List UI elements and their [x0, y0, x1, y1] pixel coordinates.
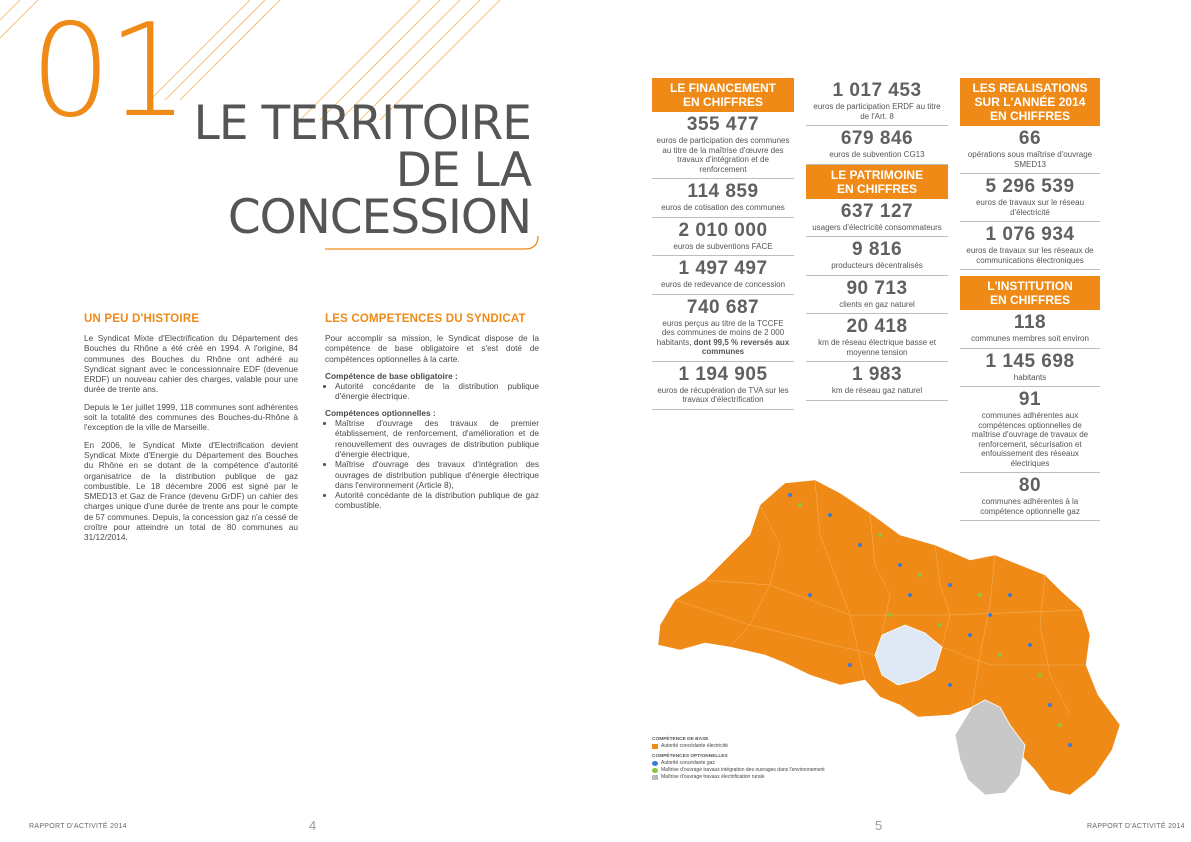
stat-block — [652, 112, 794, 179]
header-line: LE FINANCEMENT — [670, 81, 776, 95]
stat-value: 637 127 — [840, 200, 914, 222]
institution-header — [960, 276, 1100, 310]
stat-value: 20 418 — [846, 316, 908, 337]
stat-block — [806, 237, 948, 276]
stat-desc: euros de travaux sur le réseau d'électricité — [975, 198, 1085, 217]
footer-left: RAPPORT D'ACTIVITÉ 2014 — [29, 823, 127, 830]
subheading: Compétences optionnelles : — [325, 407, 436, 418]
stat-block — [652, 295, 794, 362]
header-line: EN CHIFFRES — [989, 109, 1070, 123]
list — [325, 418, 539, 511]
stat-desc: usagers d'électricité consommateurs — [812, 222, 942, 232]
list — [325, 381, 539, 402]
stat-value: 1 145 698 — [985, 350, 1075, 372]
header-line: LE PATRIMOINE — [830, 167, 924, 182]
stat-value: 679 846 — [840, 128, 914, 149]
chapter-title-line: CONCESSION — [227, 190, 531, 245]
stat-block — [960, 222, 1100, 270]
header-line: LES REALISATIONS — [972, 81, 1088, 95]
stat-value: 114 859 — [687, 181, 759, 202]
stat-value: 80 — [1018, 475, 1042, 496]
stat-value: 2 010 000 — [678, 219, 768, 241]
stat-block — [806, 362, 948, 401]
histoire-text — [84, 333, 298, 550]
stat-block — [960, 387, 1100, 473]
stat-block — [806, 314, 948, 362]
stat-desc: communes adhérentes aux compétences optionnelles de maîtrise d'ouvrage de travaux de renforcement, sécurisation et enfouissement des réseaux électriques — [971, 411, 1089, 468]
page-number-right: 5 — [875, 818, 883, 833]
stat-desc-text: euros perçus au titre de la TCCFE des communes de moins de 2 000 habitants, — [656, 318, 785, 347]
stat-value: 9 816 — [851, 239, 903, 260]
legend-item — [652, 760, 825, 767]
list-item: • Maîtrise d'ouvrage des travaux d'intégration des ouvrages de distribution publique d'énergie électrique dans l'environnement (Article 8), — [335, 459, 539, 490]
legend-label: Autorité concédante gaz — [661, 760, 715, 766]
legend-item — [652, 743, 825, 750]
paragraph: Pour accomplir sa mission, le Syndicat dispose de la compétence de base obligatoire et s'est doté de compétences optionnelles à la carte. — [325, 333, 539, 364]
list-item: • Autorité concédante de la distribution publique de gaz combustible. — [335, 490, 539, 511]
header-line: EN CHIFFRES — [989, 293, 1070, 307]
stat-desc: habitants — [1013, 372, 1047, 382]
stat-value: 1 497 497 — [678, 258, 768, 279]
stat-desc: euros de redevance de concession — [660, 280, 786, 289]
stat-block — [960, 310, 1100, 349]
map-legend — [652, 736, 825, 781]
stat-block — [960, 174, 1100, 222]
stat-block — [960, 126, 1100, 174]
stat-value: 355 477 — [686, 114, 760, 135]
legend-title: COMPÉTENCE DE BASE — [652, 737, 709, 742]
section-heading-histoire: UN PEU D'HISTOIRE — [84, 313, 200, 325]
stat-value: 1 076 934 — [985, 224, 1075, 245]
stat-desc: km de réseau électrique basse et moyenne tension — [818, 338, 936, 357]
section-heading-competences: LES COMPETENCES DU SYNDICAT — [325, 313, 526, 325]
page-number-left: 4 — [309, 818, 317, 833]
stat-block — [806, 126, 948, 165]
stat-desc-bold: dont 99,5 % reversés aux communes — [693, 337, 790, 356]
stat-desc: producteurs décentralisés — [831, 261, 923, 270]
header-line: L'INSTITUTION — [987, 279, 1073, 293]
chapter-number: 01 — [30, 0, 185, 146]
financement-header — [652, 78, 794, 112]
integration-marker-icon — [652, 768, 658, 773]
realisations-header — [960, 78, 1100, 126]
chapter-title-line: DE LA — [395, 143, 531, 198]
legend-title: COMPÉTENCES OPTIONNELLES — [652, 754, 728, 759]
stat-block — [652, 362, 794, 410]
stat-desc: km de réseau gaz naturel — [831, 386, 923, 395]
middle-column — [806, 78, 948, 401]
stat-value: 1 983 — [851, 364, 903, 385]
stat-value: 1 017 453 — [832, 80, 922, 101]
paragraph: Depuis le 1er juillet 1999, 118 communes sont adhérentes soit la totalité des communes des Bouches-du-Rhône à l'exception de la ville de Marseille. — [84, 401, 298, 433]
stat-desc — [656, 319, 790, 357]
stat-desc: communes adhérentes à la compétence optionnelle gaz — [980, 497, 1080, 516]
stat-value: 1 194 905 — [678, 363, 768, 385]
list-item: • Autorité concédante de la distribution publique d'énergie électrique. — [335, 381, 539, 402]
paragraph: Le Syndicat Mixte d'Electrification du Département des Bouches du Rhône a été créé en 1994. A l'origine, 84 communes des Bouches du Rhône ont adhéré au Syndicat signant avec le concessionnaire EDF (devenue ERDF) un nouveau cahier des charges, valable pour une durée de trente ans. — [84, 333, 298, 395]
stat-desc: clients en gaz naturel — [839, 299, 915, 309]
gas-marker-icon — [652, 761, 658, 766]
orange-swatch — [652, 744, 658, 749]
chapter-title-line: LE TERRITOIRE — [193, 96, 531, 151]
right-column — [960, 78, 1100, 521]
stat-block — [806, 199, 948, 238]
stat-block — [652, 256, 794, 295]
legend-label: Maîtrise d'ouvrage travaux électrification rurale — [661, 774, 765, 780]
list-item: • Maîtrise d'ouvrage des travaux de premier établissement, de renforcement, d'amélioration et de renouvellement des ouvrages de distribution publique d'énergie électrique, — [335, 418, 539, 459]
patrimoine-header — [806, 165, 948, 199]
title-underline — [325, 232, 540, 250]
stat-desc: euros de cotisation des communes — [661, 203, 785, 212]
stat-desc: euros de subventions FACE — [673, 241, 773, 251]
stat-value: 91 — [1018, 389, 1042, 410]
stat-value: 90 713 — [846, 277, 908, 299]
stat-block — [806, 78, 948, 126]
stat-desc: euros de récupération de TVA sur les travaux d'électrification — [657, 385, 789, 404]
header-line: SUR L'ANNÉE 2014 — [974, 95, 1086, 109]
legend-item — [652, 774, 825, 781]
stat-value: 740 687 — [686, 296, 760, 318]
stat-block — [960, 349, 1100, 388]
stat-block — [806, 276, 948, 315]
stat-desc: euros de participation ERDF au titre de l'Art. 8 — [813, 102, 941, 121]
stat-value: 118 — [1013, 312, 1047, 333]
legend-label: Autorité concédante électricité — [661, 743, 728, 749]
hatched-swatch — [652, 775, 658, 780]
stat-desc: communes membres soit environ — [971, 334, 1089, 343]
stat-desc: euros de participation des communes au titre de la maîtrise d'œuvre des travaux d'intégration et de renforcement — [656, 136, 790, 174]
footer-right: RAPPORT D'ACTIVITÉ 2014 — [1087, 823, 1185, 830]
stat-desc: euros de subvention CG13 — [829, 150, 925, 159]
chapter-title — [193, 96, 531, 245]
stat-desc: opérations sous maîtrise d'ouvrage SMED13 — [967, 150, 1093, 169]
header-line: EN CHIFFRES — [836, 181, 917, 196]
competences-text — [325, 333, 539, 515]
legend-label: Maîtrise d'ouvrage travaux intégration des ouvrages dans l'environnement — [661, 767, 825, 773]
paragraph: En 2006, le Syndicat Mixte d'Electrification devient Syndicat Mixte d'Energie du Département des Bouches du Rhône en se dotant de la compétence d'autorité organisatrice de la distribution publique de gaz combustible. Le 18 décembre 2006 est signé par le SMED13 et Gaz de France (devenu GrDF) un cahier des charges unique d'une durée de trente ans pour le compte de 57 communes. Depuis, la concession gaz n'a cessé de croître pour atteindre un total de 80 communes au 31/12/2014. — [84, 439, 298, 543]
stat-value: 5 296 539 — [985, 176, 1075, 197]
header-line: EN CHIFFRES — [682, 95, 763, 109]
legend-item — [652, 767, 825, 774]
stat-desc: euros de travaux sur les réseaux de communications électroniques — [966, 246, 1094, 265]
financement-column — [652, 78, 794, 410]
stat-block — [652, 218, 794, 257]
stat-value: 66 — [1018, 128, 1042, 149]
subheading: Compétence de base obligatoire : — [325, 370, 458, 381]
stat-block — [652, 179, 794, 218]
